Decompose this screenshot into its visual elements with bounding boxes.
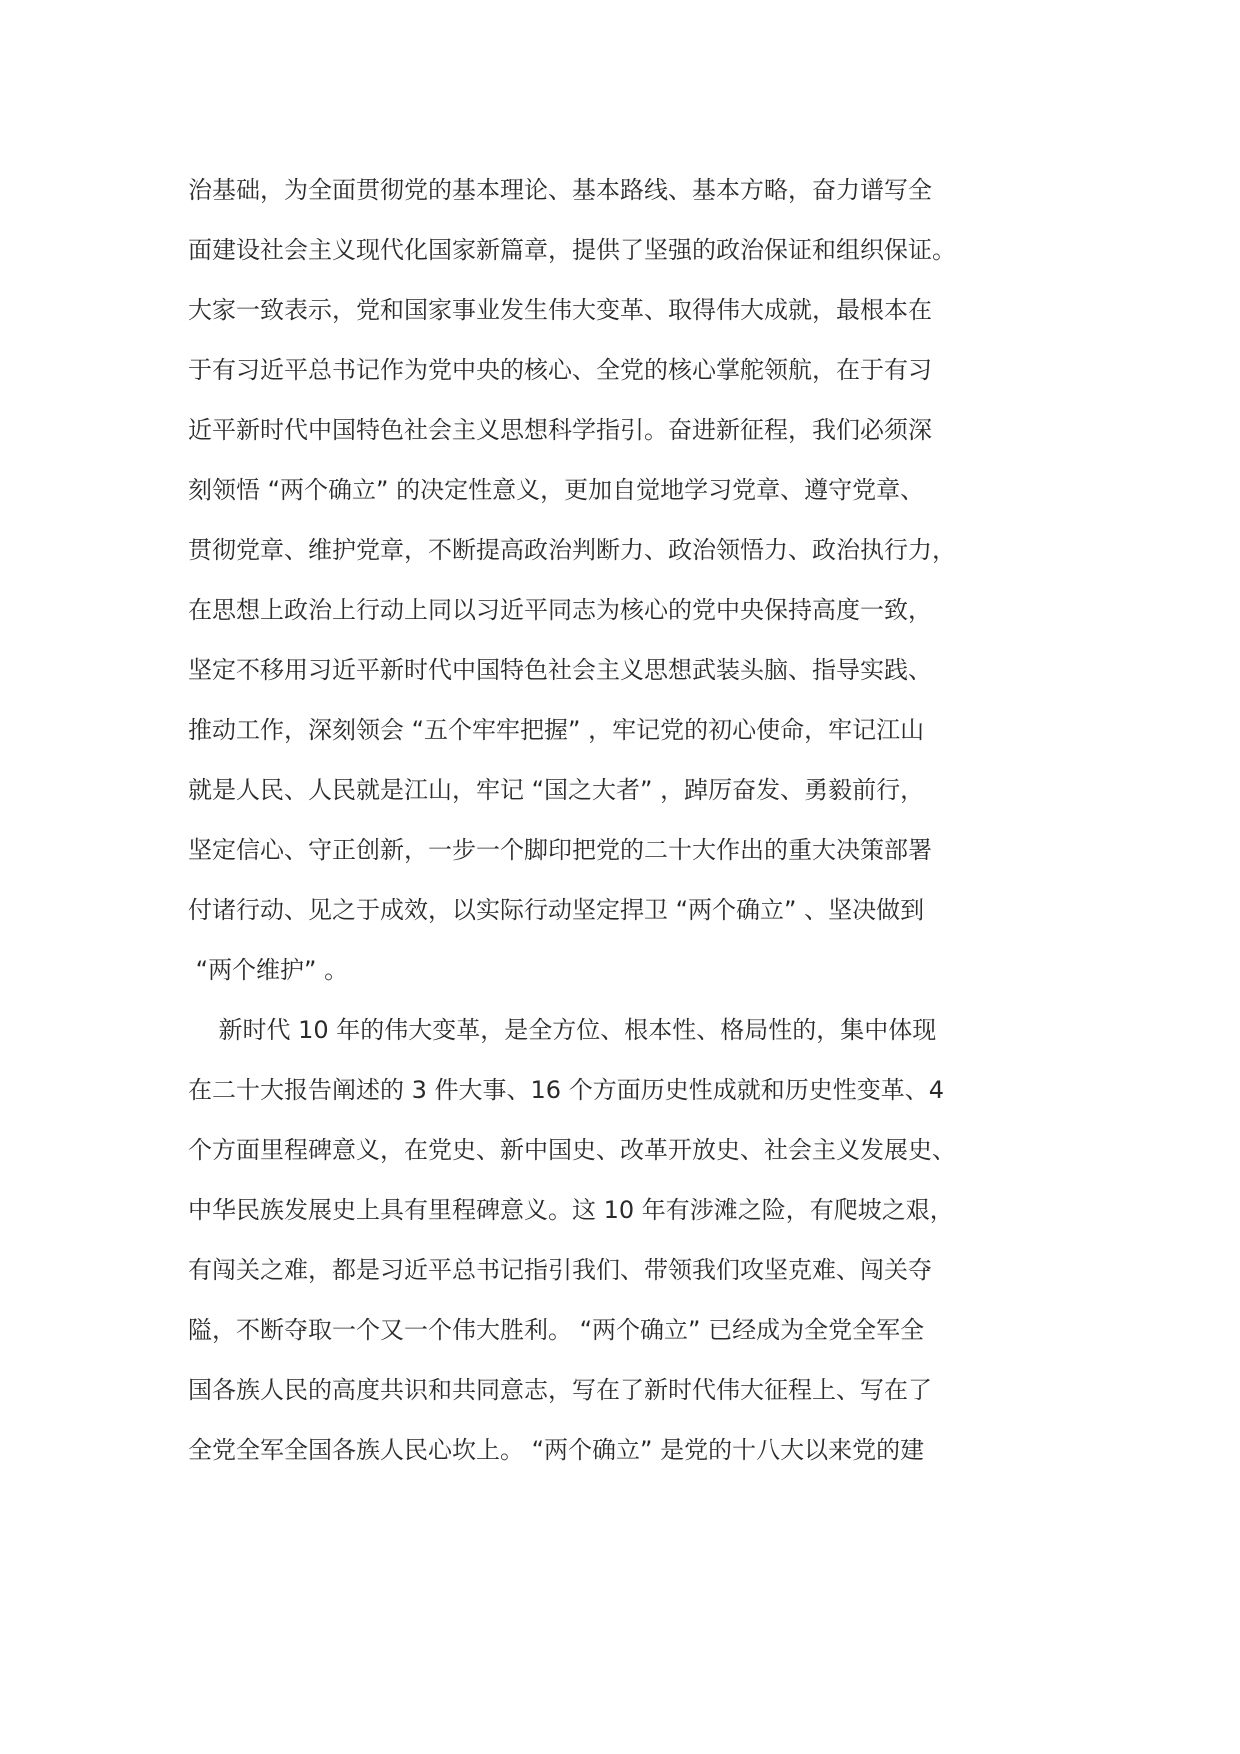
text-line: 坚定信心、守正创新，一步一个脚印把党的二十大作出的重大决策部署 xyxy=(188,836,932,864)
text-line: 推动工作，深刻领会 “五个牢牢把握” ，牢记党的初心使命，牢记江山 xyxy=(188,716,925,744)
text-line: 面建设社会主义现代化国家新篇章，提供了坚强的政治保证和组织保证。 xyxy=(188,236,956,264)
text-line: 刻领悟 “两个确立” 的决定性意义，更加自觉地学习党章、遵守党章、 xyxy=(188,476,925,504)
text-line: 中华民族发展史上具有里程碑意义。这 10 年有涉滩之险，有爬坡之艰， xyxy=(188,1196,954,1224)
text-line: 坚定不移用习近平新时代中国特色社会主义思想武装头脑、指导实践、 xyxy=(188,656,932,684)
text-line: 近平新时代中国特色社会主义思想科学指引。奋进新征程，我们必须深 xyxy=(188,416,932,444)
text-line: 个方面里程碑意义，在党史、新中国史、改革开放史、社会主义发展史、 xyxy=(188,1136,956,1164)
text-line: 于有习近平总书记作为党中央的核心、全党的核心掌舵领航，在于有习 xyxy=(188,356,932,384)
text-line: 在二十大报告阐述的 3 件大事、16 个方面历史性成就和历史性变革、4 xyxy=(188,1076,944,1104)
text-line: 国各族人民的高度共识和共同意志，写在了新时代伟大征程上、写在了 xyxy=(188,1376,932,1404)
text-line: 大家一致表示，党和国家事业发生伟大变革、取得伟大成就，最根本在 xyxy=(188,296,932,324)
text-line: 在思想上政治上行动上同以习近平同志为核心的党中央保持高度一致， xyxy=(188,596,932,624)
text-line: 治基础，为全面贯彻党的基本理论、基本路线、基本方略，奋力谱写全 xyxy=(188,176,932,204)
text-line: 隘，不断夺取一个又一个伟大胜利。 “两个确立” 已经成为全党全军全 xyxy=(188,1316,925,1344)
text-line: 就是人民、人民就是江山，牢记 “国之大者” ，踔厉奋发、勇毅前行， xyxy=(188,776,925,804)
text-line: 新时代 10 年的伟大变革，是全方位、根本性、格局性的，集中体现 xyxy=(188,1016,937,1044)
text-line: 付诸行动、见之于成效，以实际行动坚定捍卫 “两个确立” 、坚决做到 xyxy=(188,896,925,924)
text-line: 全党全军全国各族人民心坎上。 “两个确立” 是党的十八大以来党的建 xyxy=(188,1436,925,1464)
text-line: “两个维护” 。 xyxy=(188,956,349,984)
text-line: 贯彻党章、维护党章，不断提高政治判断力、政治领悟力、政治执行力， xyxy=(188,536,956,564)
text-line: 有闯关之难，都是习近平总书记指引我们、带领我们攻坚克难、闯关夺 xyxy=(188,1256,932,1284)
